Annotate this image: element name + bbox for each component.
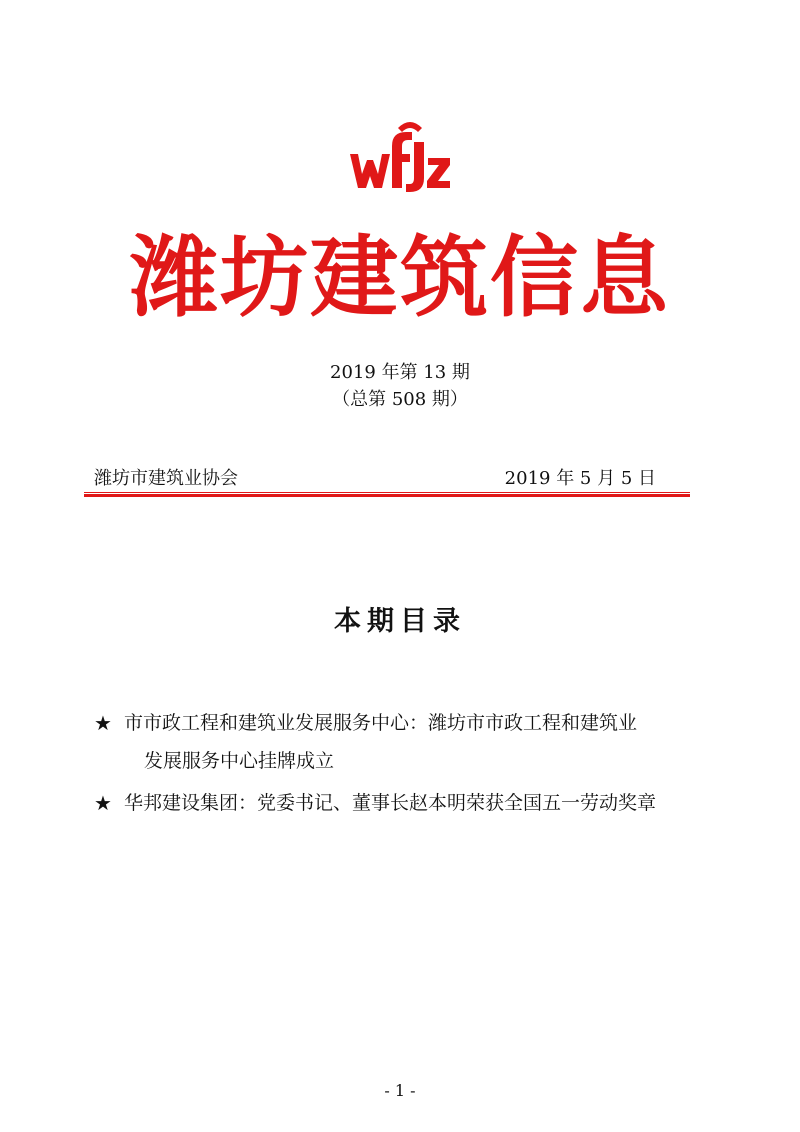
page-number: - 1 -	[384, 1081, 416, 1100]
toc-list	[94, 704, 734, 826]
toc-item	[94, 784, 734, 822]
masthead-rule-thin	[84, 492, 690, 493]
toc-item-text: 华邦建设集团：党委书记、董事长赵本明荣获全国五一劳动奖章	[124, 792, 657, 814]
issue-number: 2019 年第 13 期	[330, 362, 470, 383]
masthead	[84, 464, 690, 500]
black-star-icon: ★	[94, 791, 112, 815]
publication-title: 潍坊建筑信息	[129, 226, 670, 329]
wfjz-logo-icon	[348, 118, 452, 194]
black-star-icon: ★	[94, 711, 112, 735]
publication-logo	[0, 118, 800, 198]
issue-total-number: （总第 508 期）	[332, 389, 468, 410]
publisher-name: 潍坊市建筑业协会	[94, 468, 238, 489]
toc-item	[94, 704, 734, 780]
masthead-rule-thick	[84, 494, 690, 497]
publication-date: 2019 年 5 月 5 日	[504, 468, 656, 489]
toc-item-text-continued: 发展服务中心挂牌成立	[144, 750, 335, 772]
toc-heading: 本期目录	[334, 606, 466, 637]
toc-item-text: 市市政工程和建筑业发展服务中心：潍坊市市政工程和建筑业	[124, 712, 638, 734]
